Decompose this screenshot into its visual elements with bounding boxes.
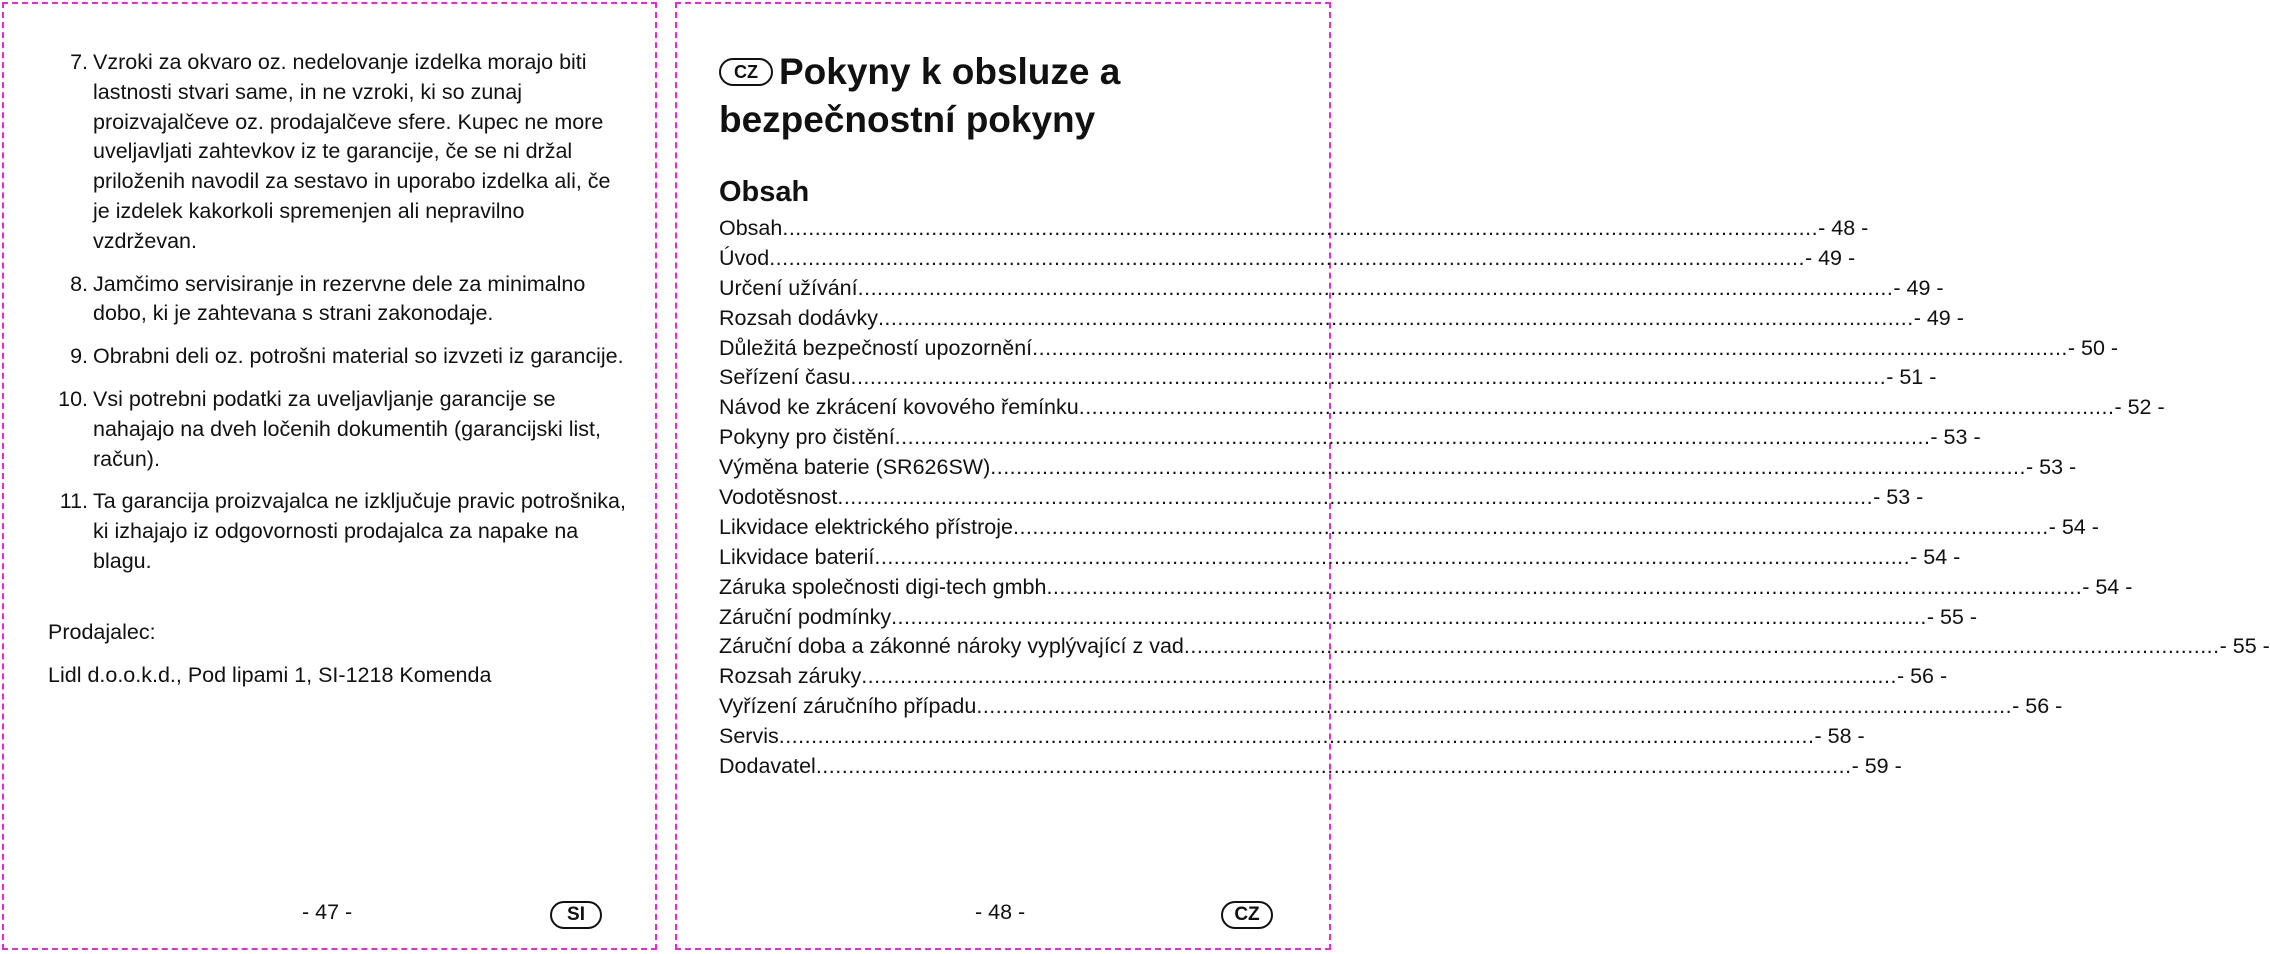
toc-entry-page: - 53 - [1930, 425, 1981, 450]
toc-entry-page: - 49 - [1804, 245, 1856, 270]
toc-entry[interactable] [719, 664, 1948, 694]
section-heading: Obsah [719, 176, 810, 208]
toc-entry[interactable] [719, 754, 1902, 784]
toc-entry[interactable] [719, 514, 2099, 545]
toc-entry-page: - 54 - [2048, 514, 2099, 539]
toc-leader-dots: ................................................................................................................................................................ [1183, 634, 2220, 659]
toc-entry-page: - 52 - [2114, 395, 2165, 420]
toc-leader-dots: ................................................................................................................................................................ [782, 216, 1819, 240]
toc-entry[interactable] [719, 275, 1944, 306]
language-badge: SI [550, 901, 602, 929]
toc-entry-page: - 55 - [2219, 634, 2270, 659]
toc-leader-dots: ................................................................................................................................................................ [850, 365, 1887, 390]
toc-entry-page: - 56 - [2012, 694, 2063, 719]
list-item [48, 48, 628, 257]
list-item-number: 9. [70, 344, 88, 369]
toc-entry-label: Likvidace elektrického přístroje [719, 514, 1013, 539]
toc-leader-dots: ................................................................................................................................................................ [990, 455, 2026, 480]
toc-entry-label: Servis [719, 724, 779, 749]
list-item-text: Vzroki za okvaro oz. nedelovanje izdelka morajo biti lastnosti stvari same, in ne vzroki, ki so zunaj proizvajalčeve oz. prodajalčeve sfere. Kupec ne more uveljavljati zahtevkov iz te garancije, če se ni držal priloženih navodil za sestavo in uporabo izdelka ali, če je izdelek kakorkoli spremenjen ali nepravilno vzdrževan. [93, 50, 611, 253]
toc-entry[interactable] [719, 634, 2270, 664]
toc-entry-page: - 54 - [1910, 544, 1961, 569]
toc-entry-label: Úvod [719, 245, 770, 270]
toc-entry[interactable] [719, 425, 1981, 455]
toc-entry[interactable] [719, 485, 1924, 515]
toc-entry-page: - 54 - [2082, 574, 2133, 599]
warranty-conditions-list [48, 48, 628, 590]
toc-entry-label: Určení užívání [719, 275, 858, 300]
toc-entry-page: - 50 - [2067, 335, 2119, 360]
language-badge-inline: CZ [719, 58, 773, 86]
page-title [719, 48, 1279, 144]
toc-entry[interactable] [719, 694, 2063, 724]
toc-entry-label: Likvidace baterií [719, 544, 875, 569]
list-item-number: 7. [70, 50, 88, 74]
language-badge: CZ [1221, 901, 1273, 929]
seller-label: Prodajalec: [48, 620, 156, 644]
toc-leader-dots: ................................................................................................................................................................ [837, 485, 1874, 510]
seller-address: Lidl d.o.o.k.d., Pod lipami 1, SI-1218 Komenda [48, 663, 492, 687]
toc-entry-label: Návod ke zkrácení kovového řemínku [719, 395, 1079, 420]
toc-entry-label: Seřízení času [719, 365, 851, 390]
list-item [48, 270, 628, 330]
toc-leader-dots: ................................................................................................................................................................ [1046, 574, 2083, 599]
list-item-number: 10. [58, 386, 88, 411]
list-item-number: 8. [70, 271, 88, 296]
toc-entry[interactable] [719, 544, 1961, 575]
toc-entry[interactable] [719, 245, 1856, 276]
toc-leader-dots: ................................................................................................................................................................ [874, 544, 1911, 569]
toc-entry[interactable] [719, 335, 2119, 366]
toc-entry-page: - 56 - [1896, 664, 1948, 689]
list-item-text: Ta garancija proizvajalca ne izključuje pravic potrošnika, ki izhajajo iz odgovornosti prodajalca za napake na blagu. [93, 489, 626, 573]
toc-entry[interactable] [719, 305, 1964, 336]
toc-entry-label: Důležitá bezpečností upozornění [719, 335, 1033, 360]
toc-entry[interactable] [719, 724, 1865, 754]
toc-entry-label: Záruční doba a zákonné nároky vyplývající z vad [719, 634, 1184, 659]
page-right [675, 2, 2270, 950]
toc-leader-dots: ................................................................................................................................................................ [1078, 395, 2115, 420]
toc-entry-label: Vodotěsnost [719, 485, 838, 510]
toc-leader-dots: ................................................................................................................................................................ [877, 305, 1914, 330]
toc-entry[interactable] [719, 365, 1937, 395]
toc-entry-label: Vyřízení záručního případu [719, 694, 977, 719]
list-item [48, 342, 628, 372]
list-item-text: Vsi potrebni podatki za uveljavljanje garancije se nahajajo na dveh ločenih dokumentih (garancijski list, račun). [93, 386, 601, 471]
toc-entry-page: - 49 - [1913, 305, 1964, 330]
toc-entry-label: Záruka společnosti digi-tech gmbh [719, 574, 1047, 599]
list-item [48, 487, 628, 576]
toc-leader-dots: ................................................................................................................................................................ [778, 724, 1815, 749]
toc-entry-page: - 53 - [2026, 455, 2077, 480]
toc-entry[interactable] [719, 455, 2077, 485]
toc-entry-label: Záruční podmínky [719, 604, 892, 629]
toc-leader-dots: ................................................................................................................................................................ [769, 245, 1805, 270]
page-number: - 48 - [975, 900, 1026, 924]
list-item-text: Jamčimo servisiranje in rezervne dele za minimalno dobo, ki je zahtevana s strani zakonodaje. [93, 271, 586, 326]
toc-leader-dots: ................................................................................................................................................................ [815, 754, 1852, 779]
toc-entry-page: - 59 - [1851, 754, 1902, 779]
toc-entry-page: - 49 - [1893, 275, 1944, 300]
page-number: - 47 - [302, 900, 353, 924]
toc-entry-label: Rozsah dodávky [719, 305, 878, 330]
toc-entry-label: Pokyny pro čistění [719, 425, 895, 450]
toc-entry-page: - 48 - [1818, 216, 1869, 240]
toc-leader-dots: ................................................................................................................................................................ [857, 275, 1894, 300]
toc-entry-page: - 58 - [1814, 724, 1865, 749]
toc-leader-dots: ................................................................................................................................................................ [1012, 514, 2049, 539]
table-of-contents [719, 216, 2270, 784]
toc-entry-page: - 53 - [1873, 485, 1924, 510]
toc-entry-label: Dodavatel [719, 754, 816, 779]
toc-leader-dots: ................................................................................................................................................................ [894, 425, 1931, 450]
list-item-number: 11. [59, 489, 88, 514]
toc-leader-dots: ................................................................................................................................................................ [861, 664, 1897, 689]
toc-entry-label: Výměna baterie (SR626SW) [719, 455, 991, 480]
toc-entry[interactable] [719, 395, 2165, 425]
toc-entry[interactable] [719, 574, 2133, 605]
toc-entry-page: - 51 - [1886, 365, 1937, 390]
toc-entry-label: Obsah [719, 216, 783, 240]
toc-entry[interactable] [719, 216, 1869, 246]
toc-entry[interactable] [719, 604, 1978, 635]
list-item-text: Obrabni deli oz. potrošni material so izvzeti iz garancije. [93, 344, 624, 369]
page-title-text: Pokyny k obsluze a bezpečnostní pokyny [719, 51, 1121, 140]
toc-entry-page: - 55 - [1926, 604, 1978, 629]
toc-entry-label: Rozsah záruky [719, 664, 862, 689]
page-left [2, 2, 657, 950]
toc-leader-dots: ................................................................................................................................................................ [891, 604, 1927, 629]
list-item [48, 385, 628, 474]
toc-leader-dots: ................................................................................................................................................................ [976, 694, 2013, 719]
toc-leader-dots: ................................................................................................................................................................ [1032, 335, 2068, 360]
